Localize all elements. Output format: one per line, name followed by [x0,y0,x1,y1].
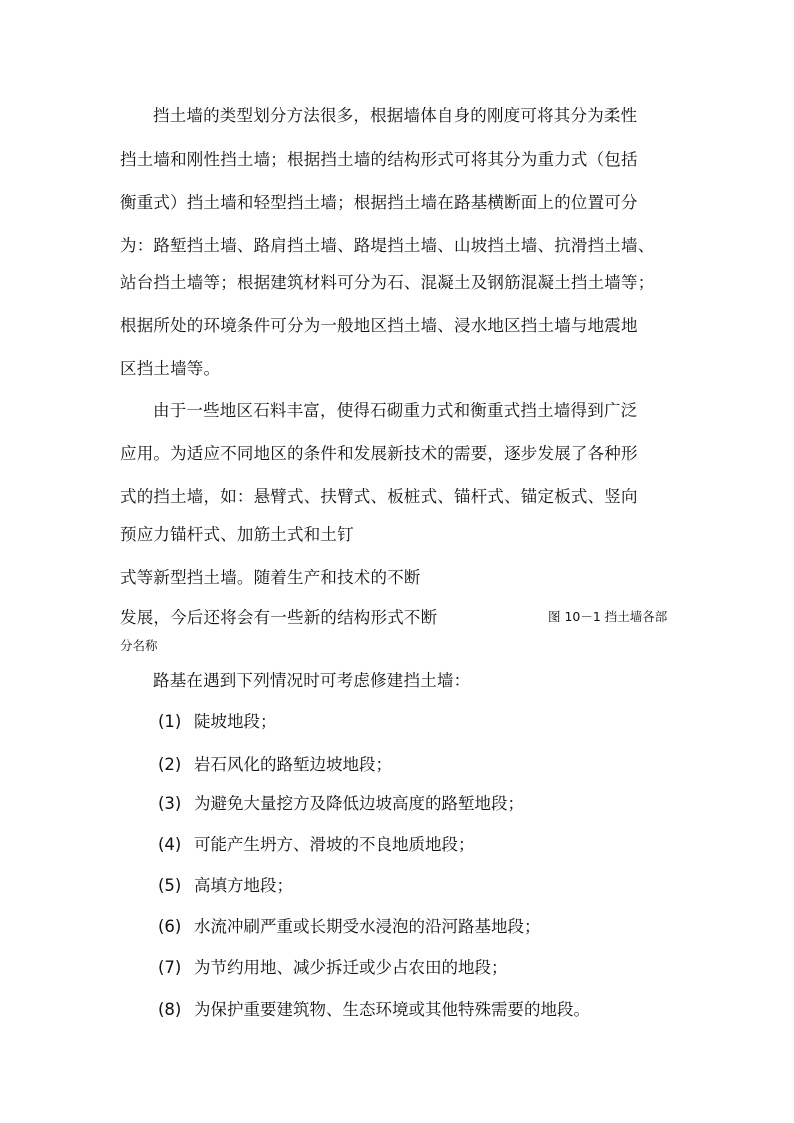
list-item-number: (5) [158,876,182,895]
figure-caption-continuation: 分名称 [120,638,158,653]
list-item-number: (7) [158,958,182,977]
paragraph-line: 根据所处的环境条件可分为一般地区挡土墙、浸水地区挡土墙与地震地 [120,316,638,335]
list-item [158,876,293,896]
paragraph-line: 由于一些地区石料丰富，使得石砌重力式和衡重式挡土墙得到广泛 [153,401,638,420]
paragraph-line: 预应力锚杆式、加筋土式和土钉 [120,525,354,544]
list-item-text: 陡坡地段； [194,712,277,731]
list-item [158,794,524,814]
list-item-text: 为避免大量挖方及降低边坡高度的路堑地段； [194,794,524,813]
paragraph-line: 发展，今后还将会有一些新的结构形式不断 [120,608,438,627]
list-item-number: (4) [158,835,182,854]
paragraph-line: 衡重式）挡土墙和轻型挡土墙；根据挡土墙在路基横断面上的位置可分 [120,193,638,212]
list-intro: 路基在遇到下列情况时可考虑修建挡土墙： [153,671,471,690]
paragraph-line: 挡土墙和刚性挡土墙；根据挡土墙的结构形式可将其分为重力式（包括 [120,150,638,169]
list-item [158,958,508,978]
list-item [158,1000,590,1020]
list-item-text: 水流冲刷严重或长期受水浸泡的沿河路基地段； [194,917,541,936]
list-item-text: 岩石风化的路堑边坡地段； [194,755,392,774]
list-item [158,835,475,855]
list-item-number: (6) [158,917,182,936]
paragraph-line: 式的挡土墙，如：悬臂式、扶臂式、板桩式、锚杆式、锚定板式、竖向 [120,487,638,506]
list-item-number: (1) [158,712,182,731]
paragraph-line: 站台挡土墙等；根据建筑材料可分为石、混凝土及钢筋混凝土挡土墙等； [120,273,655,292]
paragraph-line: 挡土墙的类型划分方法很多，根据墙体自身的刚度可将其分为柔性 [153,106,638,125]
paragraph-line: 为：路堑挡土墙、路肩挡土墙、路堤挡土墙、山坡挡土墙、抗滑挡土墙、 [120,236,655,255]
list-item-text: 可能产生坍方、滑坡的不良地质地段； [194,835,475,854]
list-item-number: (8) [158,1000,182,1019]
paragraph-line: 区挡土墙等。 [120,359,221,378]
list-item-number: (2) [158,755,182,774]
list-item [158,712,277,732]
list-item-number: (3) [158,794,182,813]
list-item [158,755,392,775]
paragraph-line: 应用。为适应不同地区的条件和发展新技术的需要，逐步发展了各种形 [120,444,638,463]
list-item-text: 为节约用地、减少拆迁或少占农田的地段； [194,958,508,977]
list-item-text: 高填方地段； [194,876,293,895]
list-item-text: 为保护重要建筑物、生态环境或其他特殊需要的地段。 [194,1000,590,1019]
paragraph-line: 式等新型挡土墙。随着生产和技术的不断 [120,568,421,587]
list-item [158,917,541,937]
figure-caption: 图 10－1 挡土墙各部 [548,609,668,624]
